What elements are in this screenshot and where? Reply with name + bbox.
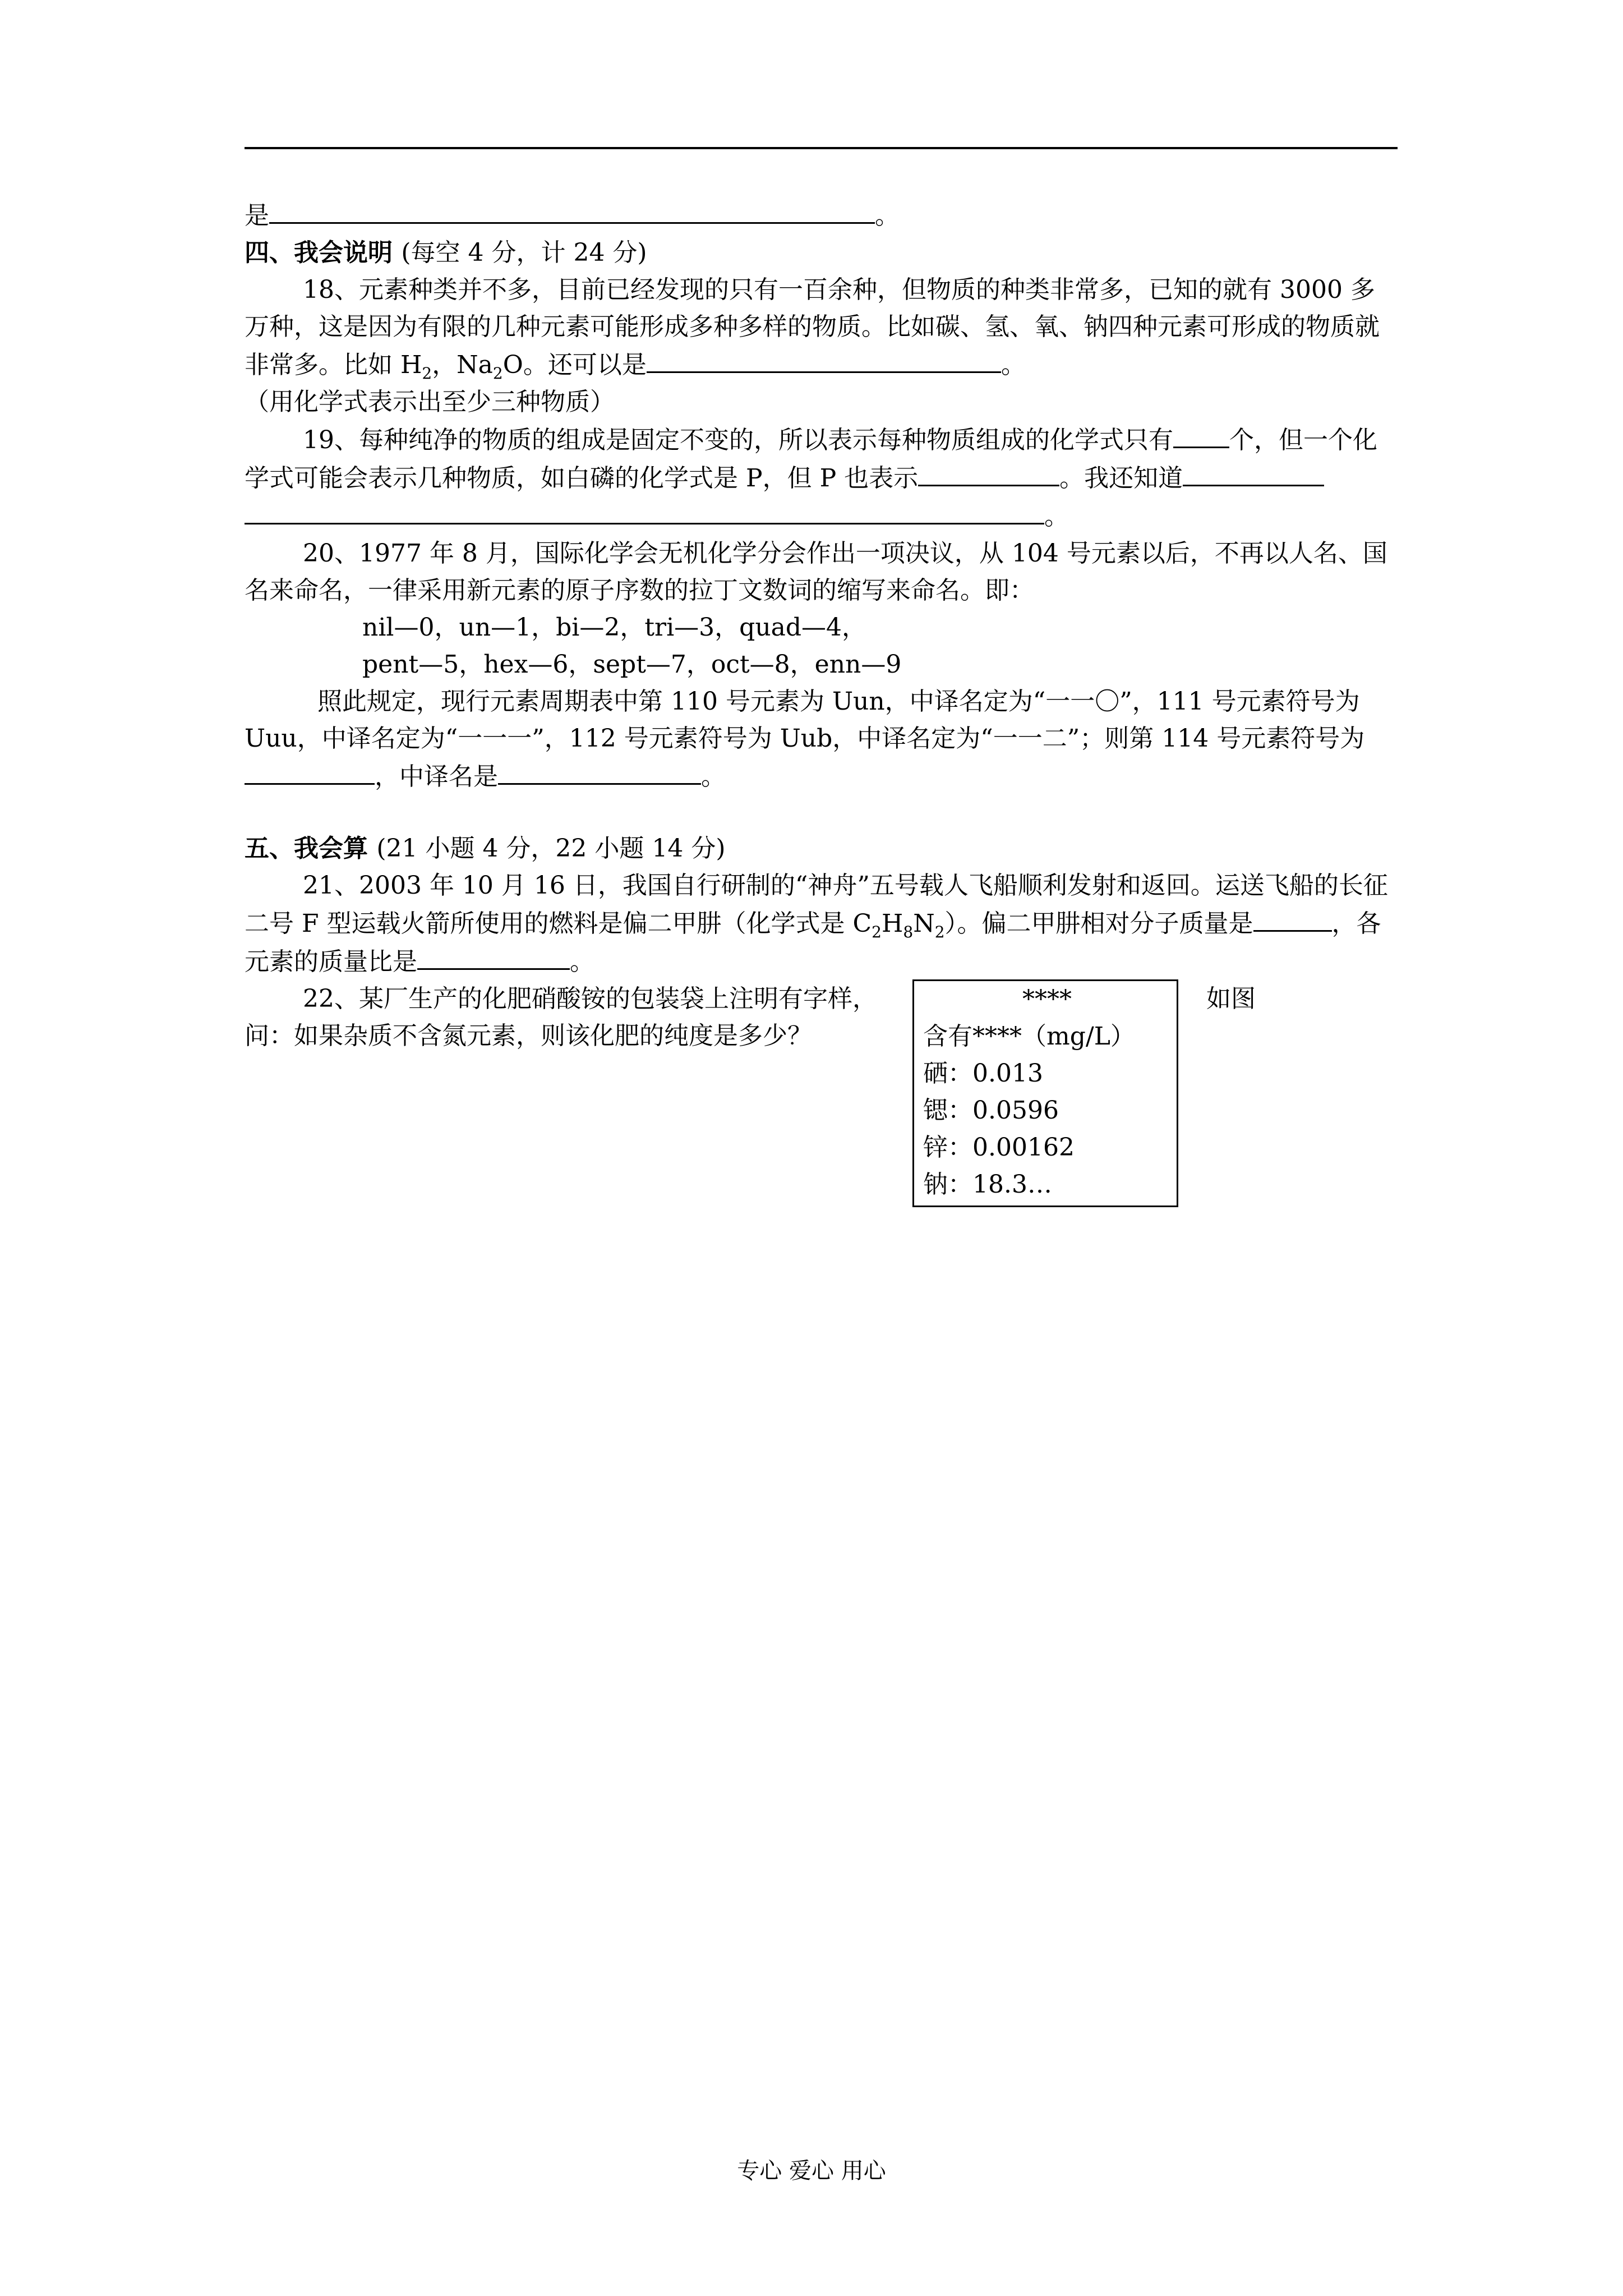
q20-latin-line-1: nil—0，un—1，bi—2，tri—3，quad—4， (362, 613, 867, 642)
q21-subscript-c: 2 (872, 922, 882, 941)
label-line: 硒：0.013 (923, 1059, 1043, 1088)
fertilizer-label-box (912, 979, 1178, 1207)
q20-latin-line-2: pent—5，hex—6，sept—7，oct—8，enn—9 (362, 650, 902, 679)
q22-text: 22、某厂生产的化肥硝酸铵的包装袋上注明有字样，问：如果杂质不含氮元素，则该化肥的纯度是多少？ (245, 984, 877, 1050)
question-19 (245, 421, 1398, 497)
tail-text: 是 (245, 201, 269, 230)
q19-text-3: 。我还知道 (1059, 464, 1183, 493)
q21-n: N (913, 909, 935, 938)
label-title: **** (1022, 985, 1072, 1014)
as-figure-note: 如图 (1206, 984, 1256, 1013)
label-line: 含有****（mg/L） (923, 1022, 1135, 1051)
q18-note: （用化学式表示出至少三种物质） (245, 388, 615, 416)
header-rule (245, 147, 1398, 149)
q19-text-2: 个，但一个化学式可能会表示几种物质，如白磷的化学式是 P，但 P 也表示 (245, 426, 1377, 493)
question-21 (245, 867, 1398, 981)
section-4-title: 四、我会说明 (245, 238, 393, 267)
q18-end: 。 (1000, 351, 1026, 379)
q21-blank-ratio[interactable] (417, 942, 570, 970)
label-line: 钠：18.3… (923, 1170, 1052, 1199)
page-footer: 专心 爱心 用心 (737, 2158, 886, 2184)
q18-text-2: ，Na (432, 351, 493, 379)
q21-end: 。 (570, 947, 594, 976)
section-5-heading (245, 830, 1398, 867)
q21-subscript-n: 2 (934, 922, 945, 941)
q21-text-1: 21、2003 年 10 月 16 日，我国自行研制的“神舟”五号载人飞船顺利发射和返回。运送飞船的长征二号 F 型运载火箭所使用的燃料是偏二甲肼（化学式是 C (245, 871, 1388, 938)
q19-continuation (245, 497, 1398, 535)
section-4-note: (每空 4 分，计 24 分) (401, 238, 647, 267)
question-20 (245, 683, 1398, 795)
q20-blank-name[interactable] (498, 757, 701, 785)
question-18 (245, 272, 1398, 384)
q20-intro: 20、1977 年 8 月，国际化学会无机化学分会作出一项决议，从 104 号元素以后，不再以人名、国名来命名，一律采用新元素的原子序数的拉丁文数词的缩写来命名。即： (245, 539, 1387, 605)
q21-h: H (881, 909, 903, 938)
q18-text-3: O。还可以是 (502, 351, 647, 379)
q18-subscript-1: 2 (422, 364, 432, 383)
section-5-title: 五、我会算 (245, 834, 368, 863)
q21-text-2: ）。偏二甲肼相对分子质量是 (944, 909, 1253, 938)
q19-blank-count[interactable] (1173, 421, 1229, 448)
q19-blank-know-2[interactable] (245, 497, 1044, 524)
q18-text-1: 18、元素种类并不多，目前已经发现的只有一百余种，但物质的种类非常多，已知的就有 3000 多万种，这是因为有限的几种元素可能形成多种多样的物质。比如碳、氢、氧、钠四种元素可形成的物质就非常多。比如 H (245, 275, 1380, 379)
previous-question-tail (245, 196, 1398, 234)
q19-end: 。 (1044, 502, 1069, 531)
section-4-heading (245, 234, 1398, 272)
q21-blank-mass[interactable] (1253, 904, 1332, 932)
label-line: 锶：0.0596 (923, 1096, 1059, 1125)
q20-text-2: ，中译名是 (375, 762, 498, 791)
label-line: 锌：0.00162 (923, 1133, 1075, 1162)
q18-answer-blank[interactable] (647, 346, 1001, 373)
answer-blank[interactable] (269, 196, 875, 224)
q18-subscript-2: 2 (492, 364, 503, 383)
q20-blank-symbol[interactable] (245, 757, 375, 785)
section-5-note: (21 小题 4 分，22 小题 14 分) (376, 834, 726, 863)
q19-blank-meaning[interactable] (918, 459, 1059, 486)
tail-end: 。 (875, 201, 900, 230)
q19-text-1: 19、每种纯净的物质的组成是固定不变的，所以表示每种物质组成的化学式只有 (303, 426, 1173, 454)
q20-end: 。 (701, 762, 726, 791)
q21-subscript-h: 8 (903, 922, 914, 941)
q19-blank-know-1[interactable] (1183, 459, 1324, 486)
q20-text-1: 照此规定，现行元素周期表中第 110 号元素为 Uun，中译名定为“一一〇”，111 号元素符号为 Uuu，中译名定为“一一一”，112 号元素符号为 Uub，中译名定为“一一二”；则第 114 号元素符号为 (245, 687, 1365, 753)
document-body (245, 196, 1398, 1199)
q21-text-3: ，各元素的质量比是 (245, 909, 1381, 976)
question-22 (245, 981, 1398, 1199)
